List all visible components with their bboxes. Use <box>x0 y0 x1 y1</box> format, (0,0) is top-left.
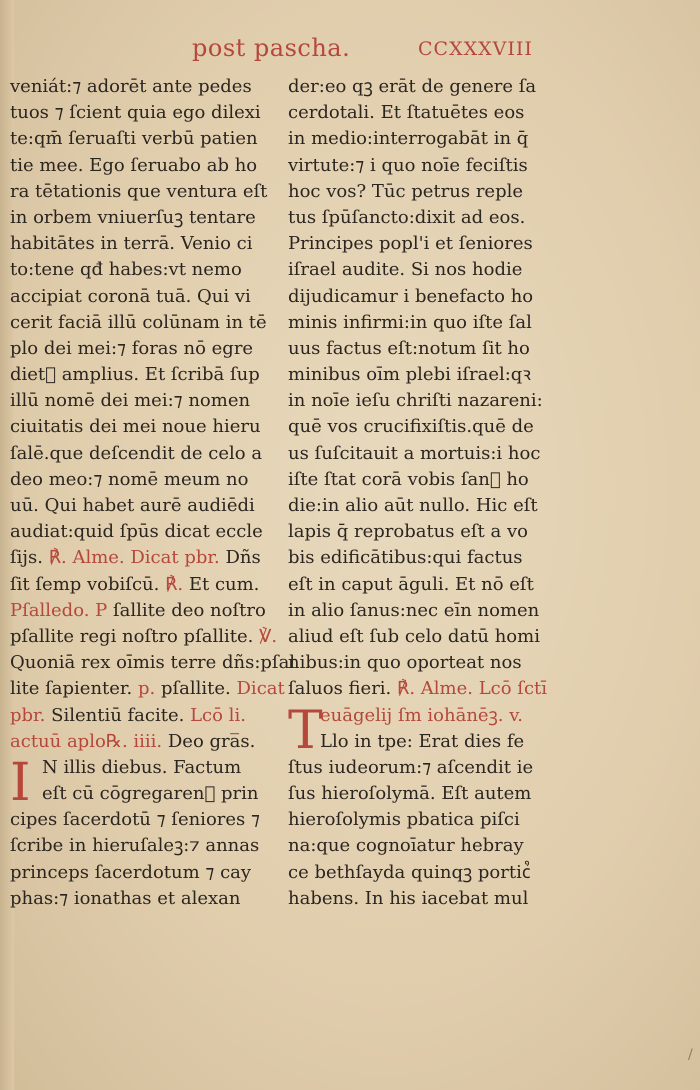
text-line: habens. In his iacebat mul <box>288 887 529 909</box>
initial-letter: T <box>288 700 323 761</box>
text-line: te:qm̄ ſeruaſti verbū patien <box>10 128 258 150</box>
text-line: hieroſolymis pbatica piſci <box>288 809 520 831</box>
rubric-run: p. <box>138 678 156 700</box>
page-header <box>0 30 700 64</box>
text-line: uus factus eſt:notum ſit ho <box>288 337 530 359</box>
text-line: aliud eſt ſub celo datū homi <box>288 625 540 647</box>
text-line: virtute:⁊ i quo noīe feciſtis <box>288 154 528 176</box>
text-line: cerit faciā illū colūnam in tē <box>10 311 267 333</box>
text-run: ſijs. <box>10 547 49 569</box>
text-line: to:tene qđ habes:vt nemo <box>10 259 242 281</box>
text-line: bis edificātibus:qui factus <box>288 547 523 569</box>
text-line: N illis diebus. Factum <box>42 756 242 778</box>
text-line: dijudicamur i benefacto ho <box>288 285 534 307</box>
text-line: ſtus iudeorum:⁊ aſcendit ie <box>288 756 534 778</box>
text-line: minis infirmi:in quo iſte ſal <box>288 311 532 333</box>
text-line-rubricated <box>10 703 275 729</box>
rubric-run: pbr. <box>10 704 46 726</box>
rubric-run: ℟. Alme. Dicat pbr. <box>48 547 220 569</box>
text-line: cerdotali. Et ſtatuētes eos <box>288 102 525 124</box>
text-run: Silentiū facite. <box>45 704 191 726</box>
text-line: tuos ⁊ ſcient quia ego dilexi <box>10 102 261 124</box>
text-run: pſallite regi noſtro pſallite. <box>10 625 260 647</box>
text-line: us ſuſcitauit a mortuis:i hoc <box>288 442 541 464</box>
text-line: cipes ſacerdotū ⁊ ſeniores ⁊ <box>10 809 260 831</box>
decorated-paragraph <box>288 700 568 913</box>
rubric-run: ℟. Alme. Lcō ſctī <box>397 678 548 700</box>
text-line: Llo in tpe: Erat dies fe <box>320 730 525 752</box>
text-line: accipiat coronā tuā. Qui vi <box>10 285 251 307</box>
text-line-rubricated <box>10 545 275 571</box>
text-line: Principes popl'i et ſeniores <box>288 233 533 255</box>
text-line: ſcribe in hieruſaleꝫ:⁊ annas <box>10 835 260 857</box>
text-run: ſit ſemp vobiſcū. <box>10 573 166 595</box>
text-line: der:eo qꝫ erāt de genere ſa <box>288 76 537 97</box>
text-line: ciuitatis dei mei noue hieru <box>10 416 261 438</box>
text-line: plo dei mei:⁊ foras nō egre <box>10 337 254 359</box>
text-run: ſallite deo noſtro <box>107 599 266 621</box>
text-line: audiat:quid ſpūs dicat eccle <box>10 521 263 543</box>
text-line: tie mee. Ego ſeruabo ab ho <box>10 154 258 176</box>
rubric-run: ℣. <box>259 625 278 647</box>
text-line: habitātes in terrā. Venio ci <box>10 233 253 255</box>
text-line-rubricated <box>288 676 568 702</box>
text-line: in medio:interrogabāt in q̄ <box>288 128 529 150</box>
text-run: Dñs <box>219 547 261 569</box>
text-line: in orbem vniuerſuꝫ tentare <box>10 206 256 228</box>
text-line: die:in alio aūt nullo. Hic eſt <box>288 495 538 516</box>
text-run: pſallite. <box>155 678 237 700</box>
right-column <box>288 74 568 912</box>
text-line: phas:⁊ ionathas et alexan <box>10 887 241 909</box>
rubric-line: euāgelij ſm iohānēꝫ. v. <box>320 704 523 726</box>
text-line: illū nomē dei mei:⁊ nomen <box>10 390 251 412</box>
text-line: ſalē.que deſcendit de celo a <box>10 442 263 464</box>
text-line: na:que cognoīatur hebray <box>288 835 524 857</box>
text-line: deo meo:⁊ nomē meum no <box>10 468 249 490</box>
text-line: hoc vos? Tūc petrus reple <box>288 180 524 202</box>
text-line-rubricated <box>10 729 275 755</box>
text-line: iſrael audite. Si nos hodie <box>288 259 523 281</box>
initial-letter: I <box>10 752 31 813</box>
rubric-run: Pſalledo. P <box>10 599 108 621</box>
folio-number: CCXXXVIII <box>418 38 533 60</box>
text-line: princeps ſacerdotum ⁊ cay <box>10 861 252 883</box>
rubric-run: Lcō li. <box>190 704 246 726</box>
margin-mark: / <box>688 1047 693 1063</box>
text-line: eſt in caput āguli. Et nō eſt <box>288 573 534 595</box>
text-line: lapis q̄ reprobatus eſt a vo <box>288 521 528 543</box>
text-line: uū. Qui habet aurē audiēdi <box>10 495 255 516</box>
text-line: in alio ſanus:nec eīn nomen <box>288 599 540 621</box>
text-line-rubricated <box>10 598 275 624</box>
running-head: post pascha. <box>192 34 351 62</box>
text-line: eſt cū cōgregarenᷣ prin <box>42 783 259 805</box>
decorated-paragraph <box>10 752 275 912</box>
text-line-rubricated <box>10 572 275 598</box>
text-line: veniát:⁊ adorēt ante pedes <box>10 76 252 97</box>
text-line: tus ſpūſancto:dixit ad eos. <box>288 206 526 228</box>
text-run: Et cum. <box>183 573 260 595</box>
text-line: ra tētationis que ventura eſt <box>10 180 268 202</box>
rubric-run: actuū aplo℞. iiii. <box>10 730 163 752</box>
text-run: ſaluos fieri. <box>288 678 398 700</box>
text-line: nibus:in quo oporteat nos <box>288 652 522 674</box>
text-line: ce bethſayda quinqꝫ portic᷒ <box>288 861 531 883</box>
text-line-rubricated <box>10 624 278 650</box>
left-column <box>10 74 296 912</box>
rubric-run: Dicat <box>236 678 285 700</box>
text-run: lite ſapienter. <box>10 678 138 700</box>
text-line: in noīe ieſu chriſti nazareni: <box>288 390 543 412</box>
text-line: dietᷣ amplius. Et ſcribā ſup <box>10 364 260 386</box>
text-line: minibus oīm plebi iſrael:qꝛ <box>288 364 531 386</box>
text-line: Quoniā rex oīmis terre dñs:pſal <box>10 652 296 674</box>
text-run: Deo gra̅s. <box>162 730 256 752</box>
text-line: ſus hieroſolymā. Eſt autem <box>288 783 532 805</box>
rubric-run: ℟. <box>165 573 184 595</box>
text-line-rubricated <box>10 676 285 702</box>
text-line: quē vos crucifixiſtis.quē de <box>288 416 534 438</box>
text-line: iſte ſtat corā vobis ſan᷒ ho <box>288 468 529 490</box>
